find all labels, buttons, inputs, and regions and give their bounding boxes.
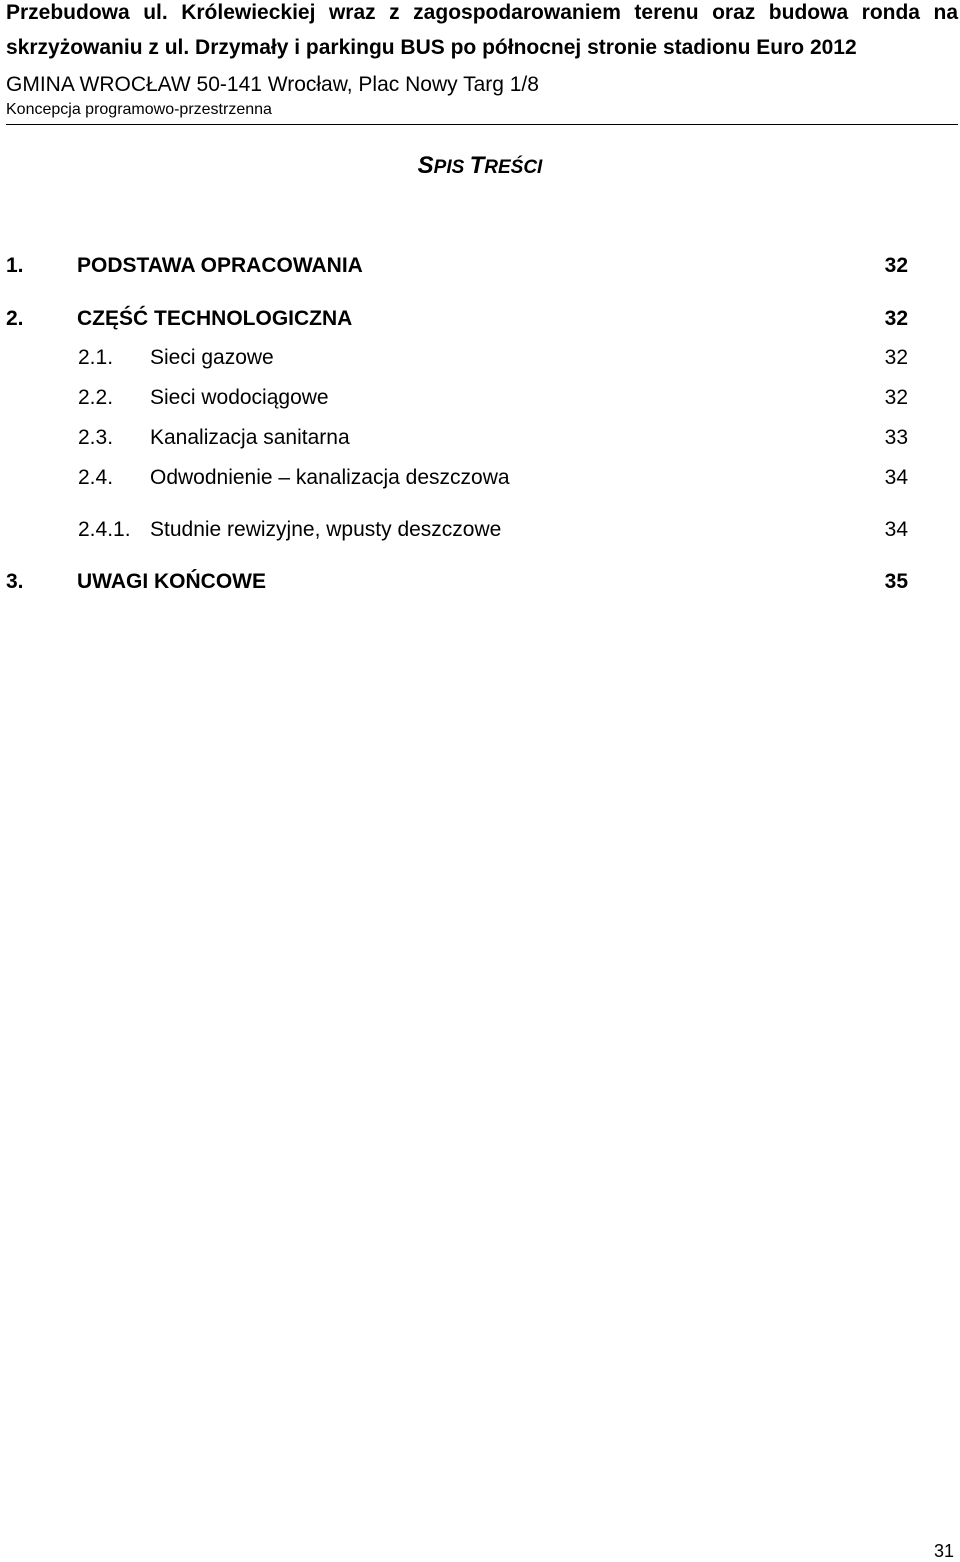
toc-entry-label: Sieci gazowe	[150, 346, 274, 369]
investor-address: GMINA WROCŁAW 50-141 Wrocław, Plac Nowy Targ 1/8	[6, 73, 539, 96]
toc-entry-label: Sieci wodociągowe	[150, 386, 329, 409]
toc-entry-label: Studnie rewizyjne, wpusty deszczowe	[150, 518, 502, 541]
toc-entry[interactable]	[0, 463, 960, 493]
toc-entry[interactable]	[0, 423, 960, 453]
toc-entry-number: 2.2.	[78, 386, 114, 409]
toc-entry-number: 2.3.	[78, 426, 114, 449]
toc-entry[interactable]	[0, 383, 960, 413]
toc-heading-rest-2: REŚCI	[484, 157, 543, 178]
toc-heading-rest-1: PIS	[433, 157, 470, 178]
toc-entry-page: 32	[884, 386, 908, 409]
toc-entry-page: 34	[884, 466, 908, 489]
page-number: 31	[933, 1541, 954, 1561]
project-title-line-1: Przebudowa ul. Królewieckiej wraz z zagospodarowaniem terenu oraz budowa ronda na	[6, 1, 958, 24]
toc-entry-number: 1.	[6, 254, 24, 277]
toc-entry-number: 2.4.	[78, 466, 114, 489]
toc-entry[interactable]	[0, 343, 960, 373]
document-subtitle: Koncepcja programowo-przestrzenna	[6, 101, 272, 118]
toc-entry-label: CZĘŚĆ TECHNOLOGICZNA	[77, 307, 353, 330]
toc-entry-page: 32	[884, 254, 908, 277]
toc-heading-initial-2: T	[469, 152, 485, 179]
toc-entry-number: 3.	[6, 570, 24, 593]
toc-entry-label: UWAGI KOŃCOWE	[77, 570, 266, 593]
toc-heading-initial-1: S	[417, 152, 434, 179]
toc-entry-number: 2.4.1.	[78, 518, 131, 541]
toc-entry-page: 34	[884, 518, 908, 541]
toc-entry[interactable]	[0, 251, 960, 281]
toc-entry-label: Odwodnienie – kanalizacja deszczowa	[150, 466, 510, 489]
toc-entry-number: 2.	[6, 307, 24, 330]
toc-entry[interactable]	[0, 515, 960, 545]
toc-entry-label: PODSTAWA OPRACOWANIA	[77, 254, 363, 277]
toc-entry-label: Kanalizacja sanitarna	[150, 426, 350, 449]
project-title-line-2: skrzyżowaniu z ul. Drzymały i parkingu BUS po północnej stronie stadionu Euro 2012	[6, 36, 857, 59]
toc-entry-page: 32	[884, 346, 908, 369]
toc-entry-page: 33	[884, 426, 908, 449]
toc-entry-page: 35	[884, 570, 908, 593]
toc-entry[interactable]	[0, 567, 960, 597]
toc-heading	[0, 152, 960, 180]
toc-entry-page: 32	[884, 307, 908, 330]
toc-entry[interactable]	[0, 304, 960, 334]
document-header	[6, 0, 958, 125]
toc-entry-number: 2.1.	[78, 346, 114, 369]
